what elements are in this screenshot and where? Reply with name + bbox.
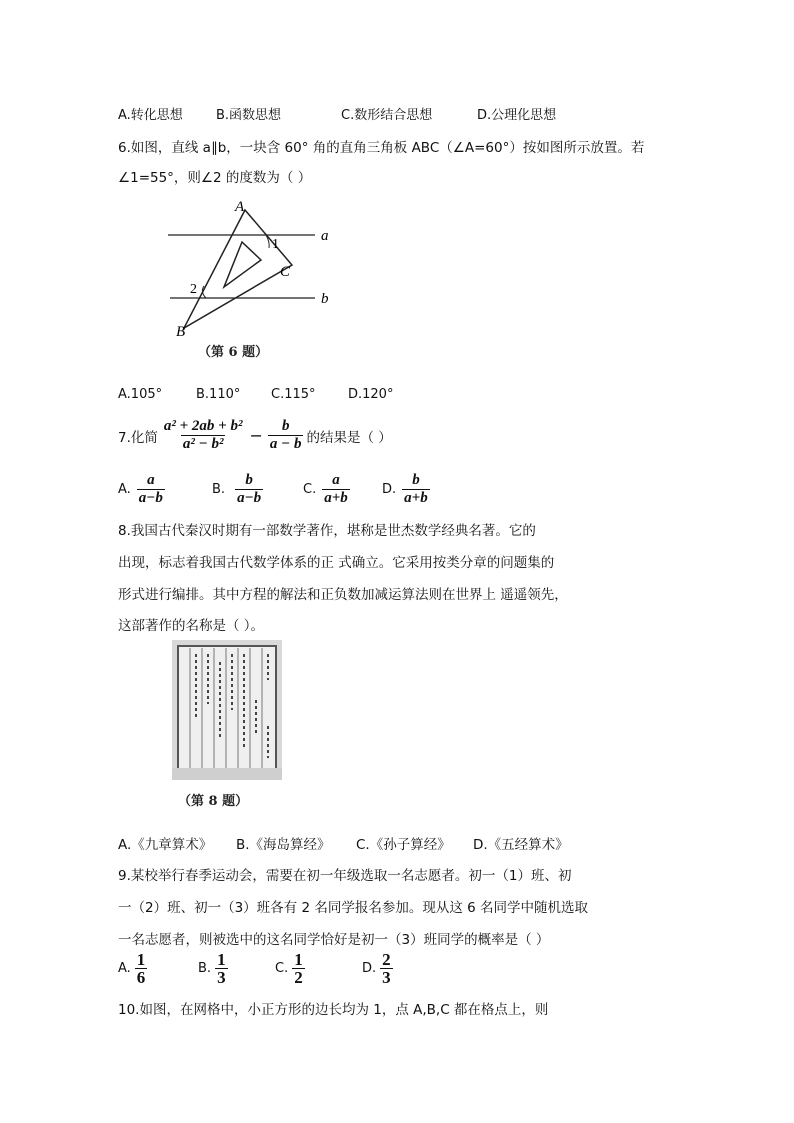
q7-fraction-1 <box>162 418 245 453</box>
q9-option-c-den: 2 <box>294 968 303 987</box>
q9-option-d-fraction <box>380 951 393 986</box>
q9-text-line3: 一名志愿者，则被选中的这名同学恰好是初一（3）班同学的概率是（ ） <box>118 932 550 948</box>
q7-option-b-label: B. <box>212 482 226 497</box>
triangle-outer <box>184 210 292 328</box>
q8-option-a: A.《九章算术》 <box>118 837 213 853</box>
q9-option-d-label: D. <box>362 961 377 976</box>
q7-option-a-den: a−b <box>138 490 163 506</box>
q8-figure-caption: （第 8 题） <box>178 794 249 809</box>
q7-fraction-2 <box>268 418 304 453</box>
q7-option-a <box>118 472 165 507</box>
q7-option-a-label: A. <box>118 482 131 497</box>
q9-option-b <box>198 951 228 986</box>
q6-text-line2: ∠1=55°，则∠2 的度数为（ ） <box>118 170 312 186</box>
angle-1-label: 1 <box>272 237 279 252</box>
q7-option-a-num: a <box>147 472 155 488</box>
q7-option-c <box>303 472 350 507</box>
q6-figure-caption: （第 6 题） <box>198 345 269 360</box>
q8-option-d: D.《五经算术》 <box>473 837 569 853</box>
q7-option-b-den: a−b <box>237 490 262 506</box>
vertex-b-label: B <box>176 324 186 340</box>
q9-option-d-den: 3 <box>382 968 391 987</box>
q7-option-c-den: a+b <box>324 490 348 506</box>
q8-book-photo <box>172 640 282 780</box>
q8-text-line4: 这部著作的名称是（ ）。 <box>118 618 265 634</box>
q7-option-d-den: a+b <box>404 490 428 506</box>
q7-option-c-fraction <box>322 472 350 507</box>
q8-text-line2: 出现，标志着我国古代数学体系的正 式确立。它采用按类分章的问题集的 <box>118 555 555 571</box>
q5-option-d: D.公理化思想 <box>477 108 557 123</box>
q6-option-c: C.115° <box>271 387 316 402</box>
q7-option-d-fraction <box>402 472 430 507</box>
q9-option-c-num: 1 <box>294 950 303 969</box>
q7-option-a-fraction <box>137 472 165 507</box>
q9-option-a-den: 6 <box>136 968 146 987</box>
line-b-label: b <box>321 291 329 307</box>
q5-option-b: B.函数思想 <box>216 108 282 123</box>
q7-option-b <box>212 472 263 507</box>
q9-option-b-den: 3 <box>217 968 226 987</box>
q6-option-d: D.120° <box>348 387 394 402</box>
q7-option-c-label: C. <box>303 482 317 497</box>
vertex-a-label: A <box>235 199 245 215</box>
q5-option-a: A.转化思想 <box>118 108 183 123</box>
q8-option-b: B.《海岛算经》 <box>236 837 331 853</box>
q9-option-b-fraction <box>215 951 228 986</box>
q7-option-d <box>382 472 430 507</box>
q9-option-a-label: A. <box>118 961 131 976</box>
q8-text-line1: 8.我国古代秦汉时期有一部数学著作，堪称是世杰数学经典名著。它的 <box>118 523 536 539</box>
q6-option-a: A.105° <box>118 387 163 402</box>
q5-option-c: C.数形结合思想 <box>341 108 433 123</box>
q9-option-d-num: 2 <box>382 950 391 969</box>
q7-option-d-num: b <box>412 472 420 488</box>
angle-2-label: 2 <box>190 282 197 297</box>
q7-option-d-label: D. <box>382 482 397 497</box>
q9-option-c-fraction <box>292 951 305 986</box>
q8-text-line3: 形式进行编排。其中方程的解法和正负数加减运算法则在世界上 遥遥领先， <box>118 587 568 603</box>
q9-text-line2: 一（2）班、初一（3）班各有 2 名同学报名参加。现从这 6 名同学中随机选取 <box>118 900 589 916</box>
q9-option-a <box>118 951 147 986</box>
q10-text-line1: 10.如图，在网格中，小正方形的边长均为 1，点 A,B,C 都在格点上，则 <box>118 1002 549 1018</box>
q7-prefix: 7.化简 <box>118 429 158 446</box>
q7-option-b-num: b <box>245 472 253 488</box>
q9-option-c <box>275 951 305 986</box>
q9-option-a-fraction <box>135 951 148 986</box>
q7-option-b-fraction <box>235 472 263 507</box>
triangle-inner <box>224 242 261 287</box>
line-a-label: a <box>321 228 329 244</box>
q7-minus: − <box>249 426 263 445</box>
q7-fraction-2-den: a − b <box>269 436 302 452</box>
q6-figure <box>160 198 350 340</box>
q9-option-b-label: B. <box>198 961 212 976</box>
q7-line <box>118 418 392 453</box>
q9-text-line1: 9.某校举行春季运动会，需要在初一年级选取一名志愿者。初一（1）班、初 <box>118 868 572 884</box>
q6-text-line1: 6.如图，直线 a∥b，一块含 60° 角的直角三角板 ABC（∠A=60°）按如图所示放置。若 <box>118 140 645 156</box>
q9-option-b-num: 1 <box>217 950 226 969</box>
q7-suffix: 的结果是（ ） <box>306 429 392 446</box>
q9-option-c-label: C. <box>275 961 289 976</box>
vertex-c-label: C <box>280 264 291 280</box>
q9-option-d <box>362 951 393 986</box>
q7-fraction-2-num: b <box>281 418 290 434</box>
q9-option-a-num: 1 <box>136 950 146 969</box>
q7-fraction-1-den: a² − b² <box>182 436 224 452</box>
q7-fraction-1-num: a² + 2ab + b² <box>163 418 243 434</box>
q6-option-b: B.110° <box>196 387 241 402</box>
q8-option-c: C.《孙子算经》 <box>356 837 451 853</box>
q7-option-c-num: a <box>332 472 340 488</box>
